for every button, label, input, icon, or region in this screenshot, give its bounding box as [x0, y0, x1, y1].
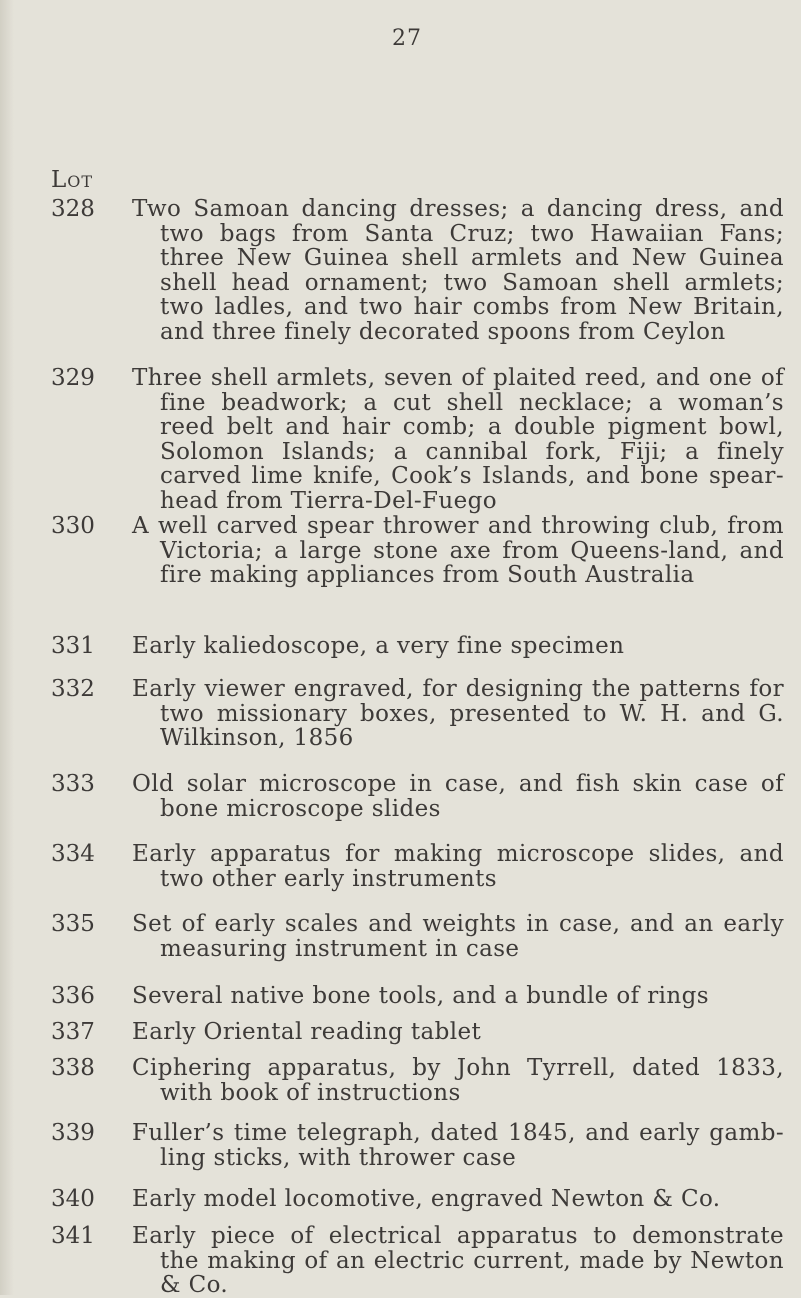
lot-number: 332	[51, 676, 95, 702]
lot-description: Early piece of electrical apparatus to demonstrate the making of an electric current, made by Newton & Co.	[132, 1223, 784, 1298]
lot-number: 339	[51, 1120, 95, 1146]
lot-description: Early Oriental reading tablet	[132, 1019, 482, 1045]
lot-number: 334	[51, 841, 95, 867]
lot-description: Early apparatus for making microscope slides, and two other early instruments	[132, 841, 784, 892]
lot-description: Early viewer engraved, for designing the patterns for two missionary boxes, presented to W. H. and G. Wilkinson, 1856	[132, 676, 784, 751]
page-edge-shadow	[0, 0, 14, 1295]
lot-number: 341	[51, 1223, 95, 1249]
lot-description: Old solar microscope in case, and fish skin case of bone microscope slides	[132, 771, 784, 822]
lot-number: 338	[51, 1055, 95, 1081]
lot-number: 337	[51, 1019, 95, 1045]
lot-number: 328	[51, 196, 95, 222]
lot-number: 330	[51, 513, 95, 539]
lot-description: Early kaliedoscope, a very fine specimen	[132, 633, 625, 659]
lot-description: Fuller’s time telegraph, dated 1845, and early gamb-ling sticks, with thrower case	[132, 1120, 784, 1171]
lot-description: Three shell armlets, seven of plaited reed, and one of fine beadwork; a cut shell necklace; a woman’s reed belt and hair comb; a double pigment bowl, Solomon Islands; a cannibal fork, Fiji; a finely carved lime knife, Cook’s Islands, and bone spear-head from Tierra-Del-Fuego	[132, 365, 784, 514]
lot-number: 331	[51, 633, 95, 659]
lot-description: Set of early scales and weights in case, and an early measuring instrument in case	[132, 911, 784, 962]
lot-number: 335	[51, 911, 95, 937]
lot-number: 340	[51, 1186, 95, 1212]
lot-description: Early model locomotive, engraved Newton & Co.	[132, 1186, 721, 1212]
lot-description: Several native bone tools, and a bundle of rings	[132, 983, 709, 1009]
lot-column-header: Lot	[51, 167, 94, 193]
page-number: 27	[392, 26, 422, 51]
lot-number: 333	[51, 771, 95, 797]
lot-description: Two Samoan dancing dresses; a dancing dress, and two bags from Santa Cruz; two Hawaiian Fans; three New Guinea shell armlets and New Guinea shell head ornament; two Samoan shell armlets; two ladles, and two hair combs from New Britain, and three finely decorated spoons from Ceylon	[132, 196, 784, 345]
lot-number: 336	[51, 983, 95, 1009]
lot-number: 329	[51, 365, 95, 391]
lot-description: A well carved spear thrower and throwing club, from Victoria; a large stone axe from Queens-land, and fire making appliances from South Australia	[132, 513, 784, 588]
lot-description: Ciphering apparatus, by John Tyrrell, dated 1833, with book of instructions	[132, 1055, 784, 1106]
